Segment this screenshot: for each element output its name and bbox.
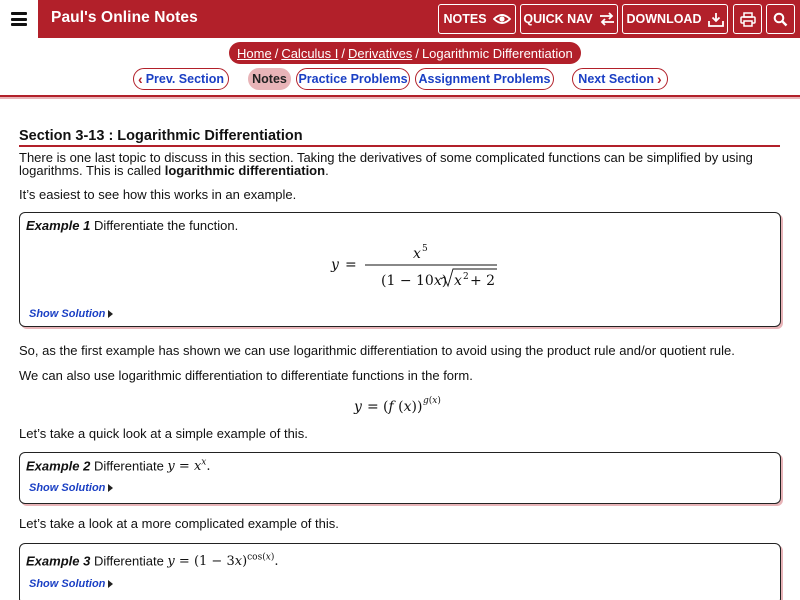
chevron-right-icon: ›: [657, 71, 662, 87]
example-1-equation: [325, 239, 515, 291]
next-section-label: Next Section: [578, 72, 655, 86]
example-1-text: Differentiate the function.: [90, 218, 239, 233]
after-example-1-paragraph: So, as the first example has shown we can use logarithmic differentiation to avoid using the product rule and/or quotient rule.: [19, 343, 735, 358]
example-2-box: [19, 452, 781, 504]
svg-text:(f (x)): (f (x)): [383, 399, 423, 415]
intro-paragraph: [19, 151, 779, 177]
assignment-problems-button[interactable]: [415, 68, 554, 90]
caret-right-icon: [108, 580, 113, 588]
breadcrumb-separator: /: [274, 45, 279, 61]
svg-text:(1 − 10x): (1 − 10x): [381, 273, 448, 289]
download-label: DOWNLOAD: [626, 12, 702, 26]
svg-text:g(x): g(x): [423, 396, 441, 406]
example-3-show-solution[interactable]: [29, 578, 113, 590]
swap-arrows-icon: [599, 12, 615, 26]
nav-divider-shadow: [0, 97, 800, 99]
search-button[interactable]: [766, 4, 795, 34]
example-3-title: [26, 553, 278, 569]
section-title: Section 3-13 : Logarithmic Differentiation: [19, 128, 303, 144]
example-1-label: Example 1: [26, 218, 91, 233]
example-2-equation: $y = x^x$.: [167, 458, 211, 475]
prev-section-button[interactable]: [133, 68, 229, 90]
practice-problems-label: Practice Problems: [298, 72, 408, 86]
print-icon: [740, 12, 756, 27]
breadcrumb-current: Logarithmic Differentiation: [421, 45, 573, 61]
example-2-label: Example 2: [26, 458, 91, 474]
quick-nav-button[interactable]: [520, 4, 618, 34]
svg-text:=: =: [367, 399, 379, 415]
example-3-text: Differentiate: [90, 553, 168, 569]
general-form-equation: [350, 393, 460, 419]
title-underline: [19, 145, 780, 147]
chevron-left-icon: ‹: [138, 71, 143, 87]
more-complicated-paragraph: Let’s take a look at a more complicated example of this.: [19, 516, 339, 531]
also-paragraph: We can also use logarithmic differentiation to differentiate functions in the form.: [19, 368, 473, 383]
site-title[interactable]: Paul's Online Notes: [51, 9, 198, 26]
svg-text:y: y: [331, 257, 339, 273]
download-icon: [708, 12, 724, 27]
notes-label: NOTES: [443, 12, 487, 26]
caret-right-icon: [108, 310, 113, 318]
print-button[interactable]: [733, 4, 762, 34]
breadcrumb-separator: /: [341, 45, 346, 61]
example-3-equation: $y = (1 - 3x)^{cos(x)}$.: [167, 553, 279, 570]
quick-nav-label: QUICK NAV: [523, 12, 593, 26]
breadcrumb-home[interactable]: Home: [237, 45, 272, 61]
example-3-show-solution-label: Show Solution: [29, 578, 106, 590]
svg-text:2: 2: [463, 272, 469, 282]
notes-tab-label: Notes: [252, 72, 287, 86]
example-3-label: Example 3: [26, 553, 91, 569]
example-1-box: [19, 212, 781, 327]
search-icon: [773, 12, 788, 27]
svg-text:5: 5: [422, 244, 428, 254]
breadcrumb-separator: /: [415, 45, 419, 61]
notes-button[interactable]: [438, 4, 516, 34]
breadcrumb-calculus[interactable]: Calculus I: [281, 45, 339, 61]
svg-text:y: y: [354, 399, 362, 415]
example-2-title: [26, 458, 211, 474]
example-3-box: [19, 543, 781, 600]
top-bar: [0, 0, 800, 38]
caret-right-icon: [108, 484, 113, 492]
assignment-problems-label: Assignment Problems: [418, 72, 551, 86]
menu-button[interactable]: [0, 0, 38, 38]
download-button[interactable]: [622, 4, 728, 34]
svg-text:+ 2: + 2: [470, 273, 496, 289]
easiest-paragraph: It’s easiest to see how this works in an example.: [19, 187, 297, 202]
example-2-text: Differentiate: [90, 458, 168, 474]
intro-line-2: logarithms. This is called: [19, 163, 165, 178]
svg-text:x: x: [454, 273, 462, 289]
svg-text:x: x: [413, 246, 421, 262]
prev-section-label: Prev. Section: [145, 72, 224, 86]
example-1-show-solution[interactable]: [29, 308, 113, 320]
intro-line-1: There is one last topic to discuss in this section. Taking the derivatives of some complicated functions can be simplified by using: [19, 150, 753, 165]
intro-bold-term: logarithmic differentiation: [164, 163, 326, 178]
hamburger-icon: [11, 12, 27, 26]
breadcrumb-derivatives[interactable]: Derivatives: [348, 45, 413, 61]
quick-look-paragraph: Let’s take a quick look at a simple example of this.: [19, 426, 308, 441]
breadcrumb: [229, 42, 581, 64]
example-1-title: [26, 218, 238, 233]
next-section-button[interactable]: [572, 68, 668, 90]
example-2-show-solution-label: Show Solution: [29, 482, 106, 494]
practice-problems-button[interactable]: [296, 68, 410, 90]
svg-text:=: =: [345, 257, 357, 273]
example-2-show-solution[interactable]: [29, 482, 113, 494]
intro-end: .: [325, 163, 329, 178]
eye-icon: [493, 13, 511, 25]
example-1-show-solution-label: Show Solution: [29, 308, 106, 320]
notes-tab[interactable]: [248, 68, 291, 90]
